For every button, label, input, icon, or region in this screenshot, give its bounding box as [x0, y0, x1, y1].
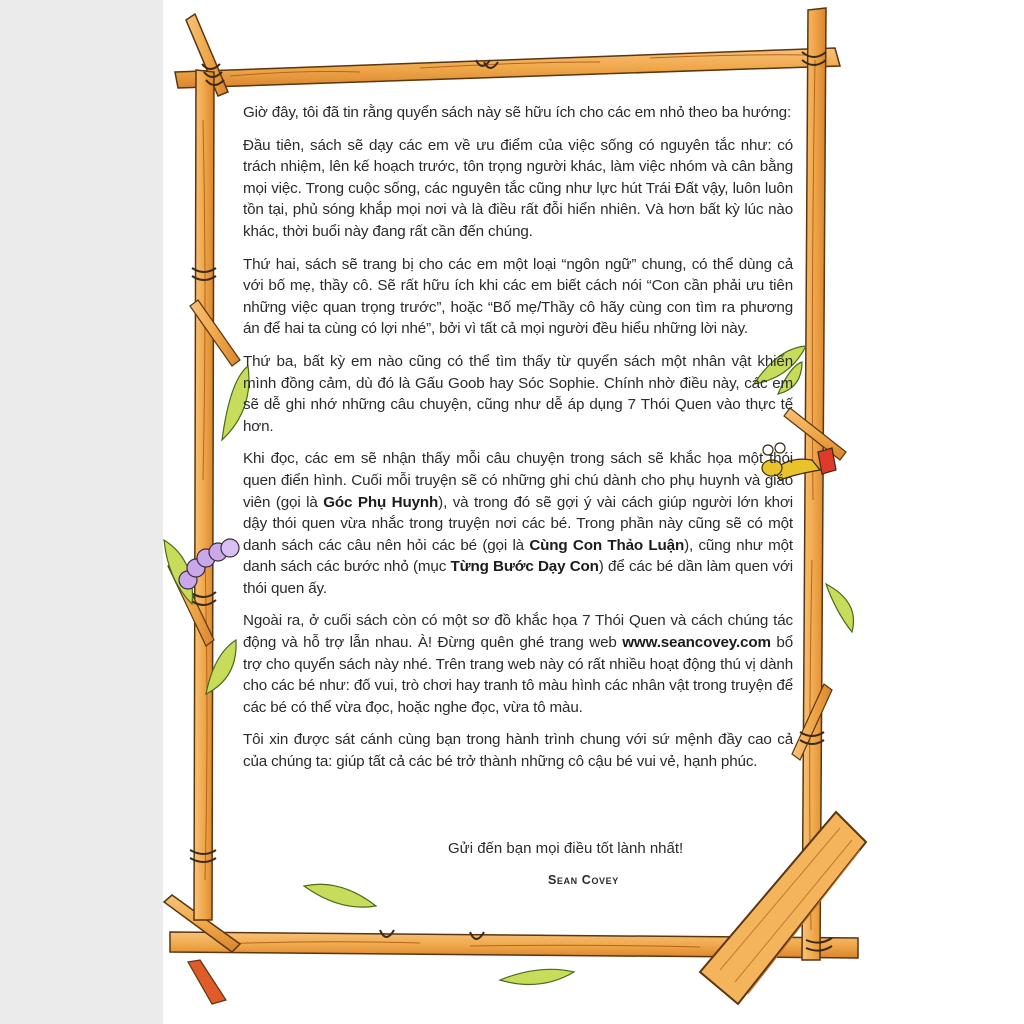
author-signature: Sean Covey: [548, 873, 619, 887]
left-stick: [168, 70, 240, 920]
paragraph-first: Đầu tiên, sách sẽ dạy các em về ưu điểm của việc sống có nguyên tắc như: có trách nhiệm, lên kế hoạch trước, tôn trọng người khác, làm việc nhóm và cân bằng mọi việc. Trong cuộc sống, các nguyên tắc cũng như lực hút Trái Đất vậy, luôn luôn tồn tại, phủ sóng khắp mọi nơi và là điều rất đỗi hiển nhiên. Và hơn bất kỳ lúc nào khác, thời buổi này đang rất cần đến chúng.: [243, 136, 793, 240]
wooden-plank: [700, 812, 866, 1004]
term-cung-con-thao-luan: Cùng Con Thảo Luận: [529, 536, 685, 554]
term-tung-buoc-day-con: Từng Bước Dạy Con: [450, 558, 599, 576]
text-run: ) để các bé dần làm quen với thói quen ấy.: [243, 558, 793, 597]
paragraph-third: Thứ ba, bất kỳ em nào cũng có thể tìm thấy từ quyển sách một nhân vật khiến mình đồng cảm, dù đó là Gấu Goob hay Sóc Sophie. Chính nhờ điều này, các em sẽ dễ ghi nhớ những câu chuyện, cũng như dễ áp dụng 7 Thói Quen vào thực tế hơn.: [243, 352, 793, 435]
text-run: Ngoài ra, ở cuối sách còn có một sơ đồ khắc họa 7 Thói Quen và cách chúng tác động và hỗ trợ lẫn nhau. À! Đừng quên ghé trang web: [243, 612, 793, 652]
closing-line: Gửi đến bạn mọi điều tốt lành nhất!: [448, 840, 684, 857]
paragraph-closing: Tôi xin được sát cánh cùng bạn trong hành trình chung với sứ mệnh đầy cao cả của chúng ta: giúp tất cả các bé trở thành những cô cậu bé vui vẻ, hạnh phúc.: [243, 731, 793, 771]
text-run: bổ trợ cho quyển sách này nhé. Trên trang web này có rất nhiều hoạt động thú vị dành cho các bé như: đố vui, trò chơi hay tranh tô màu hình các nhân vật trong truyện để các bé có thể vừa đọc, hoặc nghe đọc, vừa tô màu.: [243, 634, 793, 716]
website-url: www.seancovey.com: [622, 634, 771, 652]
term-goc-phu-huynh: Góc Phụ Huynh: [323, 493, 439, 511]
paragraph-notes: [243, 448, 793, 599]
text-run: Khi đọc, các em sẽ nhận thấy mỗi câu chuyện trong sách sẽ khắc họa một thói quen điển hình. Cuối mỗi truyện sẽ có những ghi chú dành cho phụ huynh và giáo viên (gọi là: [243, 450, 793, 511]
text-run: ), cũng như một danh sách các bước nhỏ (mục: [243, 536, 793, 576]
letter-intro: Giờ đây, tôi đã tin rằng quyển sách này sẽ hữu ích cho các em nhỏ theo ba hướng:: [243, 104, 792, 121]
letter-body: [243, 102, 793, 784]
paragraph-second: Thứ hai, sách sẽ trang bị cho các em một loại “ngôn ngữ” chung, có thể dùng cả với bố mẹ, thầy cô. Sẽ rất hữu ích khi các em biết cách nói “Con cần phải ưu tiên những việc quan trọng trước”, hoặc “Bố mẹ/Thầy cô hãy cùng con tìm ra phương án để hai ta cùng có lợi nhé”, bởi vì tất cả mọi người đều hiểu những lời này.: [243, 255, 793, 338]
paragraph-website: [243, 610, 793, 718]
text-run: ), và trong đó sẽ gợi ý vài cách giúp người lớn khơi dậy thói quen vừa nhắc trong truyện nơi các bé. Trong phần này cũng sẽ có một danh sách các câu nên hỏi các bé (gọi là: [243, 493, 793, 554]
top-stick: [175, 14, 840, 96]
